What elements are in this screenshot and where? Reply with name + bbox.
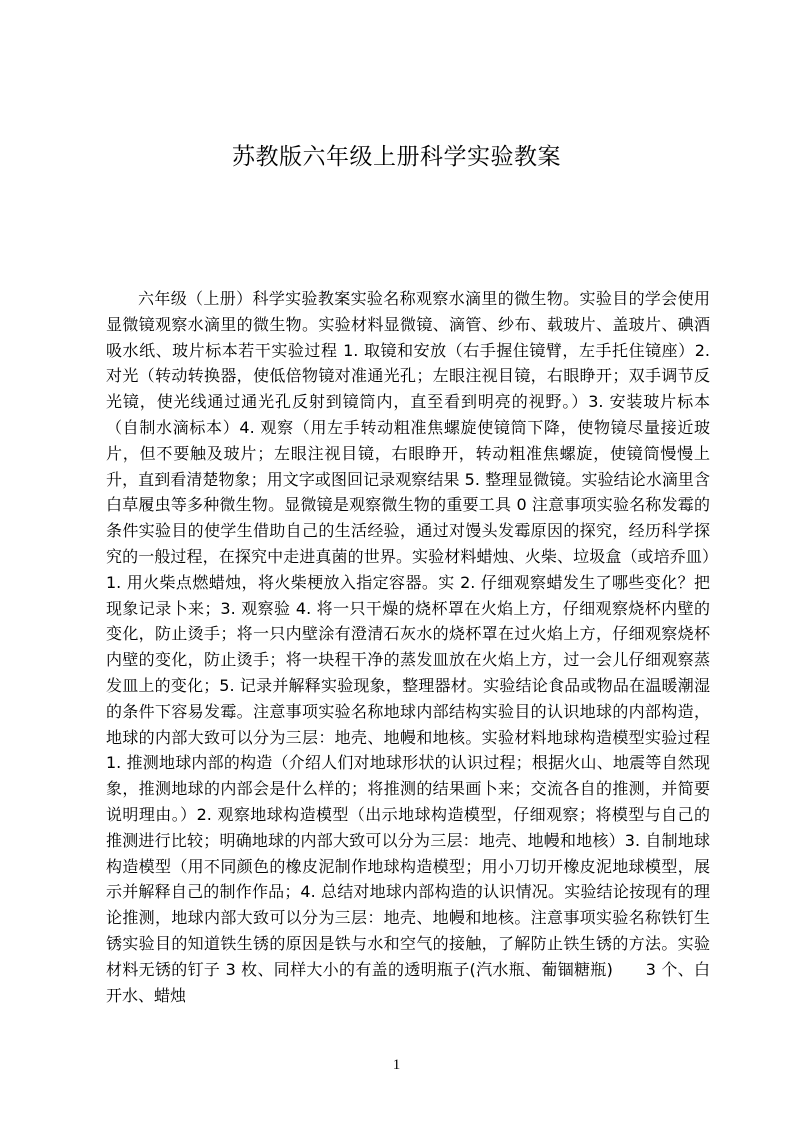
page-number: 1 (392, 1057, 401, 1073)
body-paragraph: 六年级（上册）科学实验教案实验名称观察水滴里的微生物。实验目的学会使用显微镜观察水滴里的微生物。实验材料显微镜、滴管、纱布、载玻片、盖玻片、碘酒吸水纸、玻片标本若干实验过程 1. 取镜和安放（右手握住镜臂，左手托住镜座）2. 对光（转动转换器，使低倍物镜对准通光孔；左眼注视目镜，右眼睁开；双手调节反光镜，使光线通过通光孔反射到镜筒内，直至看到明亮的视野。）3. 安装玻片标本（自制水滴标本）4. 观察（用左手转动粗准焦螺旋使镜筒下降，使物镜尽量接近玻片，但不要触及玻片；左眼注视目镜，右眼睁开，转动粗准焦螺旋，使镜筒慢慢上升，直到看清楚物象；用文字或图回记录观察结果 5. 整理显微镜。实验结论水滴里含白草履虫等多种微生物。显微镜是观察微生物的重要工具 0 注意事项实验名称发霉的条件实验目的使学生借助自己的生活经验，通过对馒头发霉原因的探究，经历科学探究的一般过程，在探究中走进真菌的世界。实验材料蜡烛、火柴、垃圾盒（或培乔皿）1. 用火柴点燃蜡烛，将火柴梗放入指定容器。实 2. 仔细观察蜡发生了哪些变化？把现象记录卜来；3. 观察验 4. 将一只干燥的烧杯罩在火焰上方，仔细观察烧杯内壁的变化，防止烫手；将一只内壁涂有澄清石灰水的烧杯罩在过火焰上方，仔细观察烧杯内壁的变化，防止烫手；将一块程干净的蒸发皿放在火焰上方，过一会儿仔细观察蒸发皿上的变化；5. 记录并解释实验现象，整理器材。实验结论食品或物品在温暖潮湿的条件下容易发霉。注意事项实验名称地球内部结构实验目的认识地球的内部构造，地球的内部大致可以分为三层：地壳、地幔和地核。实验材料地球构造模型实验过程 1. 推测地球内部的构造（介绍人们对地球形状的认识过程；根据火山、地震等自然现象，推测地球的内部会是什么样的；将推测的结果画卜来；交流各自的推测，并简要说明理由。）2. 观察地球构造模型（出示地球构造模型，仔细观察；将模型与自己的推测进行比较；明确地球的内部大致可以分为三层：地壳、地幔和地核）3. 自制地球构造模型（用不同颜色的橡皮泥制作地球构造模型；用小刀切开橡皮泥地球模型，展示并解释自己的制作作品；4. 总结对地球内部构造的认识情况。实验结论按现有的理论推测，地球内部大致可以分为三层：地壳、地幔和地核。注意事项实验名称铁钉生锈实验目的知道铁生锈的原因是铁与水和空气的接触，了解防止铁生锈的方法。实验材料无锈的钉子 3 枚、同样大小的有盖的透明瓶子(汽水瓶、葡锢糖瓶) 3 个、白开水、蜡烛 (106, 289, 710, 1005)
page-title: 苏教版六年级上册科学实验教案 (232, 144, 561, 170)
